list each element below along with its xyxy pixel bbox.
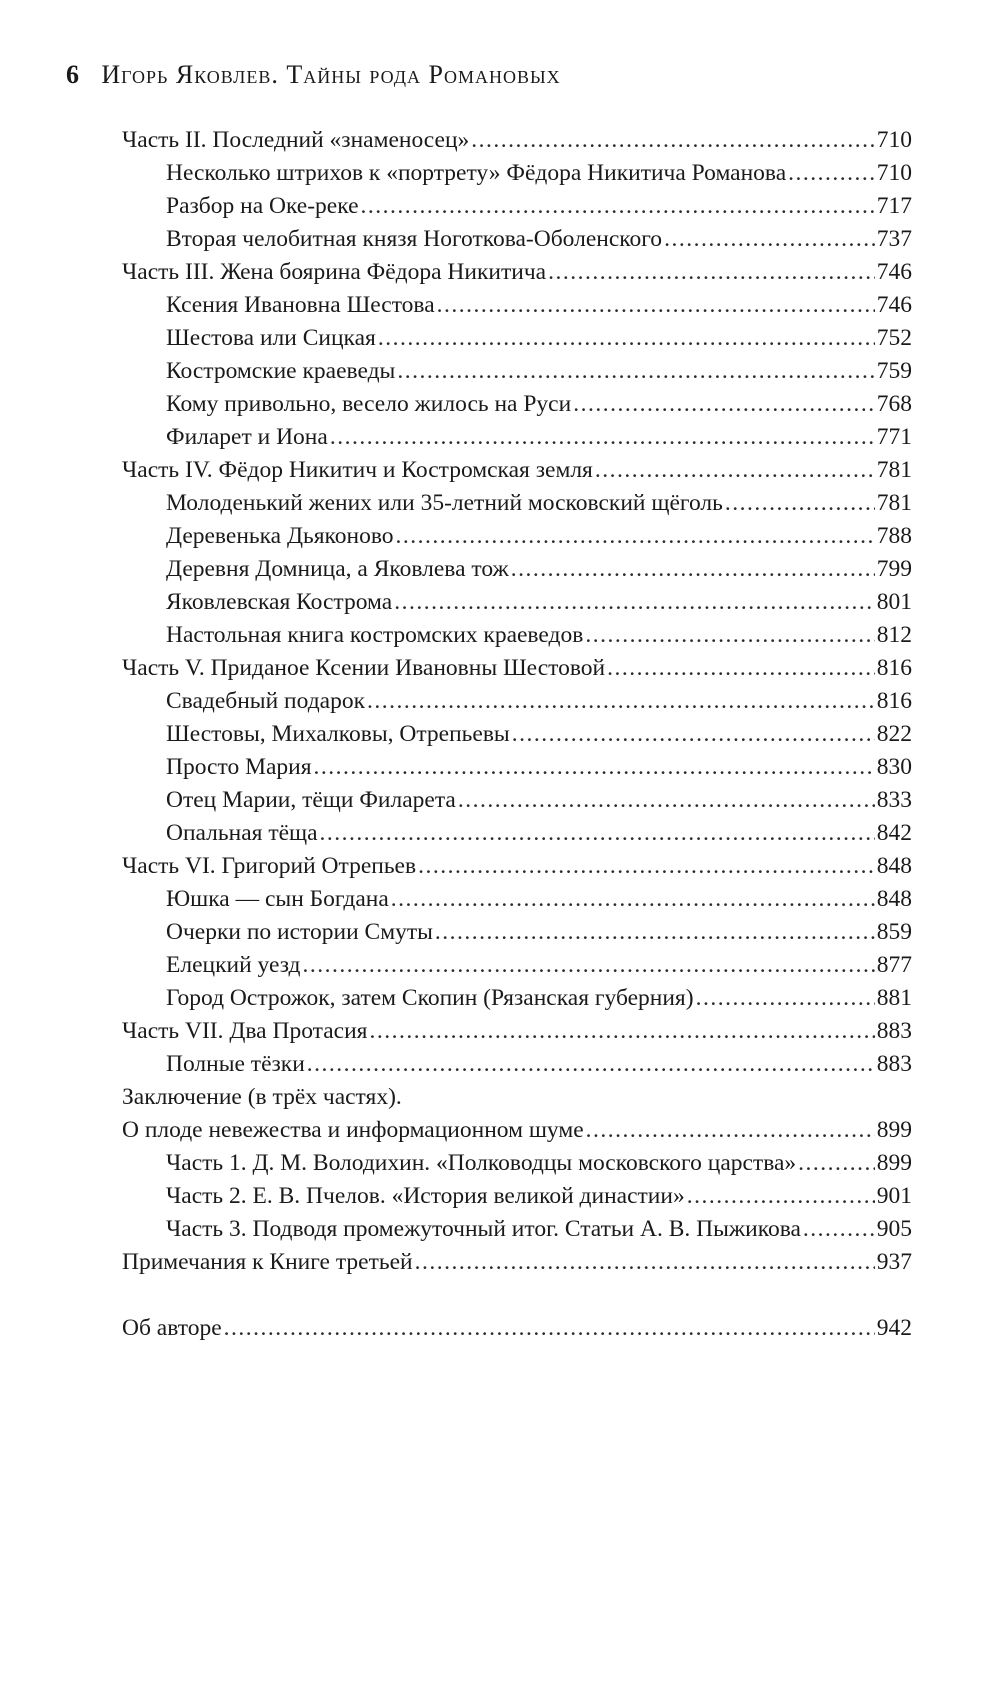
- toc-subentry: [122, 553, 912, 586]
- toc-subentry: [122, 520, 912, 553]
- toc-entry-title: Примечания к Книге третьей: [122, 1249, 413, 1275]
- toc-dot-leader: [314, 751, 875, 784]
- table-of-contents: [122, 124, 912, 1345]
- toc-page-number: 833: [876, 787, 912, 813]
- toc-page-number: 859: [876, 919, 912, 945]
- toc-page-number: 848: [876, 886, 912, 912]
- toc-entry-title: О плоде невежества и информационном шуме: [122, 1117, 584, 1143]
- toc-dot-leader: [607, 652, 875, 685]
- toc-entry-title: Отец Марии, тёщи Филарета: [166, 787, 456, 813]
- toc-page-number: 737: [876, 226, 912, 252]
- toc-subentry: [122, 982, 912, 1015]
- toc-dot-leader: [369, 1015, 874, 1048]
- toc-subentry: [122, 916, 912, 949]
- toc-entry-title: Деревенька Дьяконово: [166, 523, 394, 549]
- toc-entry: [122, 1246, 912, 1279]
- toc-page-number: 901: [876, 1183, 912, 1209]
- toc-page-number: 746: [876, 292, 912, 318]
- toc-entry-title: Об авторе: [122, 1315, 222, 1341]
- toc-entry-title: Просто Мария: [166, 754, 312, 780]
- toc-entry-title: Настольная книга костромских краеведов: [166, 622, 584, 648]
- toc-page-number: 883: [876, 1051, 912, 1077]
- toc-page-number: 759: [876, 358, 912, 384]
- toc-entry-title: Часть VII. Два Протасия: [122, 1018, 368, 1044]
- toc-dot-leader: [595, 454, 875, 487]
- toc-subentry: [122, 586, 912, 619]
- toc-dot-leader: [361, 190, 875, 223]
- toc-entry-title: Часть VI. Григорий Отрепьев: [122, 853, 417, 879]
- toc-entry-title: Юшка — сын Богдана: [166, 886, 389, 912]
- toc-page-number: 877: [876, 952, 912, 978]
- toc-dot-leader: [320, 817, 875, 850]
- toc-page-number: 752: [876, 325, 912, 351]
- toc-dot-leader: [803, 1213, 875, 1246]
- toc-dot-leader: [586, 1114, 875, 1147]
- toc-dot-leader: [687, 1180, 875, 1213]
- toc-entry: [122, 1015, 912, 1048]
- toc-entry-title: Часть II. Последний «знаменосец»: [122, 127, 470, 153]
- toc-dot-leader: [664, 223, 875, 256]
- toc-entry-title: Часть IV. Фёдор Никитич и Костромская земля: [122, 457, 593, 483]
- toc-entry-title: Елецкий уезд: [166, 952, 301, 978]
- toc-entry: [122, 1081, 912, 1114]
- toc-subentry: [122, 388, 912, 421]
- toc-subentry: [122, 1147, 912, 1180]
- toc-dot-leader: [512, 718, 875, 751]
- toc-dot-leader: [788, 157, 875, 190]
- toc-dot-leader: [378, 322, 875, 355]
- toc-dot-leader: [330, 421, 875, 454]
- toc-entry-title: Шестова или Сицкая: [166, 325, 376, 351]
- toc-entry-title: Часть 1. Д. М. Володихин. «Полководцы московского царства»: [166, 1150, 797, 1176]
- toc-entry: [122, 256, 912, 289]
- toc-subentry: [122, 487, 912, 520]
- toc-subentry: [122, 157, 912, 190]
- toc-entry-title: Костромские краеведы: [166, 358, 396, 384]
- toc-subentry: [122, 817, 912, 850]
- toc-dot-leader: [458, 784, 875, 817]
- toc-subentry: [122, 784, 912, 817]
- toc-entry-title: Город Острожок, затем Скопин (Рязанская губерния): [166, 985, 694, 1011]
- toc-page-number: 746: [876, 259, 912, 285]
- toc-page-number: 771: [876, 424, 912, 450]
- toc-subentry: [122, 190, 912, 223]
- toc-entry: [122, 850, 912, 883]
- toc-entry-title: Заключение (в трёх частях).: [122, 1084, 402, 1110]
- toc-page-number: 768: [876, 391, 912, 417]
- toc-entry-title: Полные тёзки: [166, 1051, 305, 1077]
- toc-subentry: [122, 718, 912, 751]
- toc-page-number: 881: [876, 985, 912, 1011]
- toc-page-number: 710: [876, 127, 912, 153]
- toc-entry-title: Очерки по истории Смуты: [166, 919, 433, 945]
- toc-page-number: 899: [876, 1150, 912, 1176]
- toc-page-number: 830: [876, 754, 912, 780]
- toc-page-number: 816: [876, 688, 912, 714]
- toc-page-number: 937: [876, 1249, 912, 1275]
- toc-page-number: 942: [876, 1315, 912, 1341]
- toc-dot-leader: [548, 256, 875, 289]
- toc-subentry: [122, 1213, 912, 1246]
- toc-entry-title: Часть V. Приданое Ксении Ивановны Шестовой: [122, 655, 606, 681]
- toc-entry-title: Шестовы, Михалковы, Отрепьевы: [166, 721, 510, 747]
- toc-subentry: [122, 289, 912, 322]
- toc-entry-title: Филарет и Иона: [166, 424, 328, 450]
- toc-dot-leader: [396, 520, 875, 553]
- toc-page-number: 905: [876, 1216, 912, 1242]
- toc-dot-leader: [397, 355, 874, 388]
- toc-page-number: 822: [876, 721, 912, 747]
- toc-entry: [122, 1114, 912, 1147]
- toc-page-number: 717: [876, 193, 912, 219]
- toc-dot-leader: [435, 916, 875, 949]
- toc-subentry: [122, 355, 912, 388]
- toc-subentry: [122, 1048, 912, 1081]
- running-head: [66, 60, 561, 90]
- toc-dot-leader: [391, 883, 875, 916]
- toc-entry-title: Несколько штрихов к «портрету» Фёдора Никитича Романова: [166, 160, 787, 186]
- toc-page-number: 883: [876, 1018, 912, 1044]
- toc-entry-title: Кому привольно, весело жилось на Руси: [166, 391, 572, 417]
- toc-entry-title: Яковлевская Кострома: [166, 589, 393, 615]
- toc-entry-title: Разбор на Оке-реке: [166, 193, 359, 219]
- toc-dot-leader: [798, 1147, 875, 1180]
- toc-dot-leader: [573, 388, 875, 421]
- toc-page-number: 801: [876, 589, 912, 615]
- toc-entry-title: Свадебный подарок: [166, 688, 366, 714]
- toc-subentry: [122, 751, 912, 784]
- toc-dot-leader: [511, 553, 875, 586]
- toc-entry-title: Часть 3. Подводя промежуточный итог. Статьи А. В. Пыжикова: [166, 1216, 801, 1242]
- toc-page-number: 799: [876, 556, 912, 582]
- page-number: 6: [66, 60, 80, 89]
- toc-page-number: 899: [876, 1117, 912, 1143]
- toc-page-number: 781: [876, 457, 912, 483]
- toc-page-number: 816: [876, 655, 912, 681]
- toc-dot-leader: [696, 982, 875, 1015]
- toc-subentry: [122, 949, 912, 982]
- toc-entry-title: Ксения Ивановна Шестова: [166, 292, 435, 318]
- toc-subentry: [122, 223, 912, 256]
- toc-entry-title: Опальная тёща: [166, 820, 318, 846]
- toc-page-number: 842: [876, 820, 912, 846]
- toc-dot-leader: [585, 619, 874, 652]
- toc-dot-leader: [224, 1312, 875, 1345]
- toc-entry-title: Деревня Домница, а Яковлева тож: [166, 556, 509, 582]
- toc-entry-title: Часть 2. Е. В. Пчелов. «История великой династии»: [166, 1183, 685, 1209]
- toc-entry-title: Молоденький жених или 35-летний московский щёголь: [166, 490, 723, 516]
- toc-subentry: [122, 421, 912, 454]
- toc-subentry: [122, 685, 912, 718]
- toc-entry: [122, 1312, 912, 1345]
- toc-page-number: 788: [876, 523, 912, 549]
- toc-subentry: [122, 619, 912, 652]
- toc-page-number: 848: [876, 853, 912, 879]
- toc-page-number: 812: [876, 622, 912, 648]
- toc-dot-leader: [303, 949, 875, 982]
- toc-page-number: 781: [876, 490, 912, 516]
- toc-entry: [122, 454, 912, 487]
- toc-subentry: [122, 883, 912, 916]
- toc-dot-leader: [307, 1048, 875, 1081]
- toc-dot-leader: [725, 487, 875, 520]
- toc-dot-leader: [415, 1246, 875, 1279]
- book-title: Игорь Яковлев. Тайны рода Романовых: [101, 60, 561, 89]
- toc-dot-leader: [367, 685, 875, 718]
- toc-dot-leader: [437, 289, 875, 322]
- toc-subentry: [122, 322, 912, 355]
- toc-entry: [122, 124, 912, 157]
- toc-dot-leader: [418, 850, 875, 883]
- toc-entry-title: Вторая челобитная князя Ноготкова-Оболенского: [166, 226, 663, 252]
- toc-page-number: 710: [876, 160, 912, 186]
- toc-entry: [122, 652, 912, 685]
- toc-subentry: [122, 1180, 912, 1213]
- toc-dot-leader: [471, 124, 874, 157]
- toc-dot-leader: [394, 586, 875, 619]
- toc-entry-title: Часть III. Жена боярина Фёдора Никитича: [122, 259, 547, 285]
